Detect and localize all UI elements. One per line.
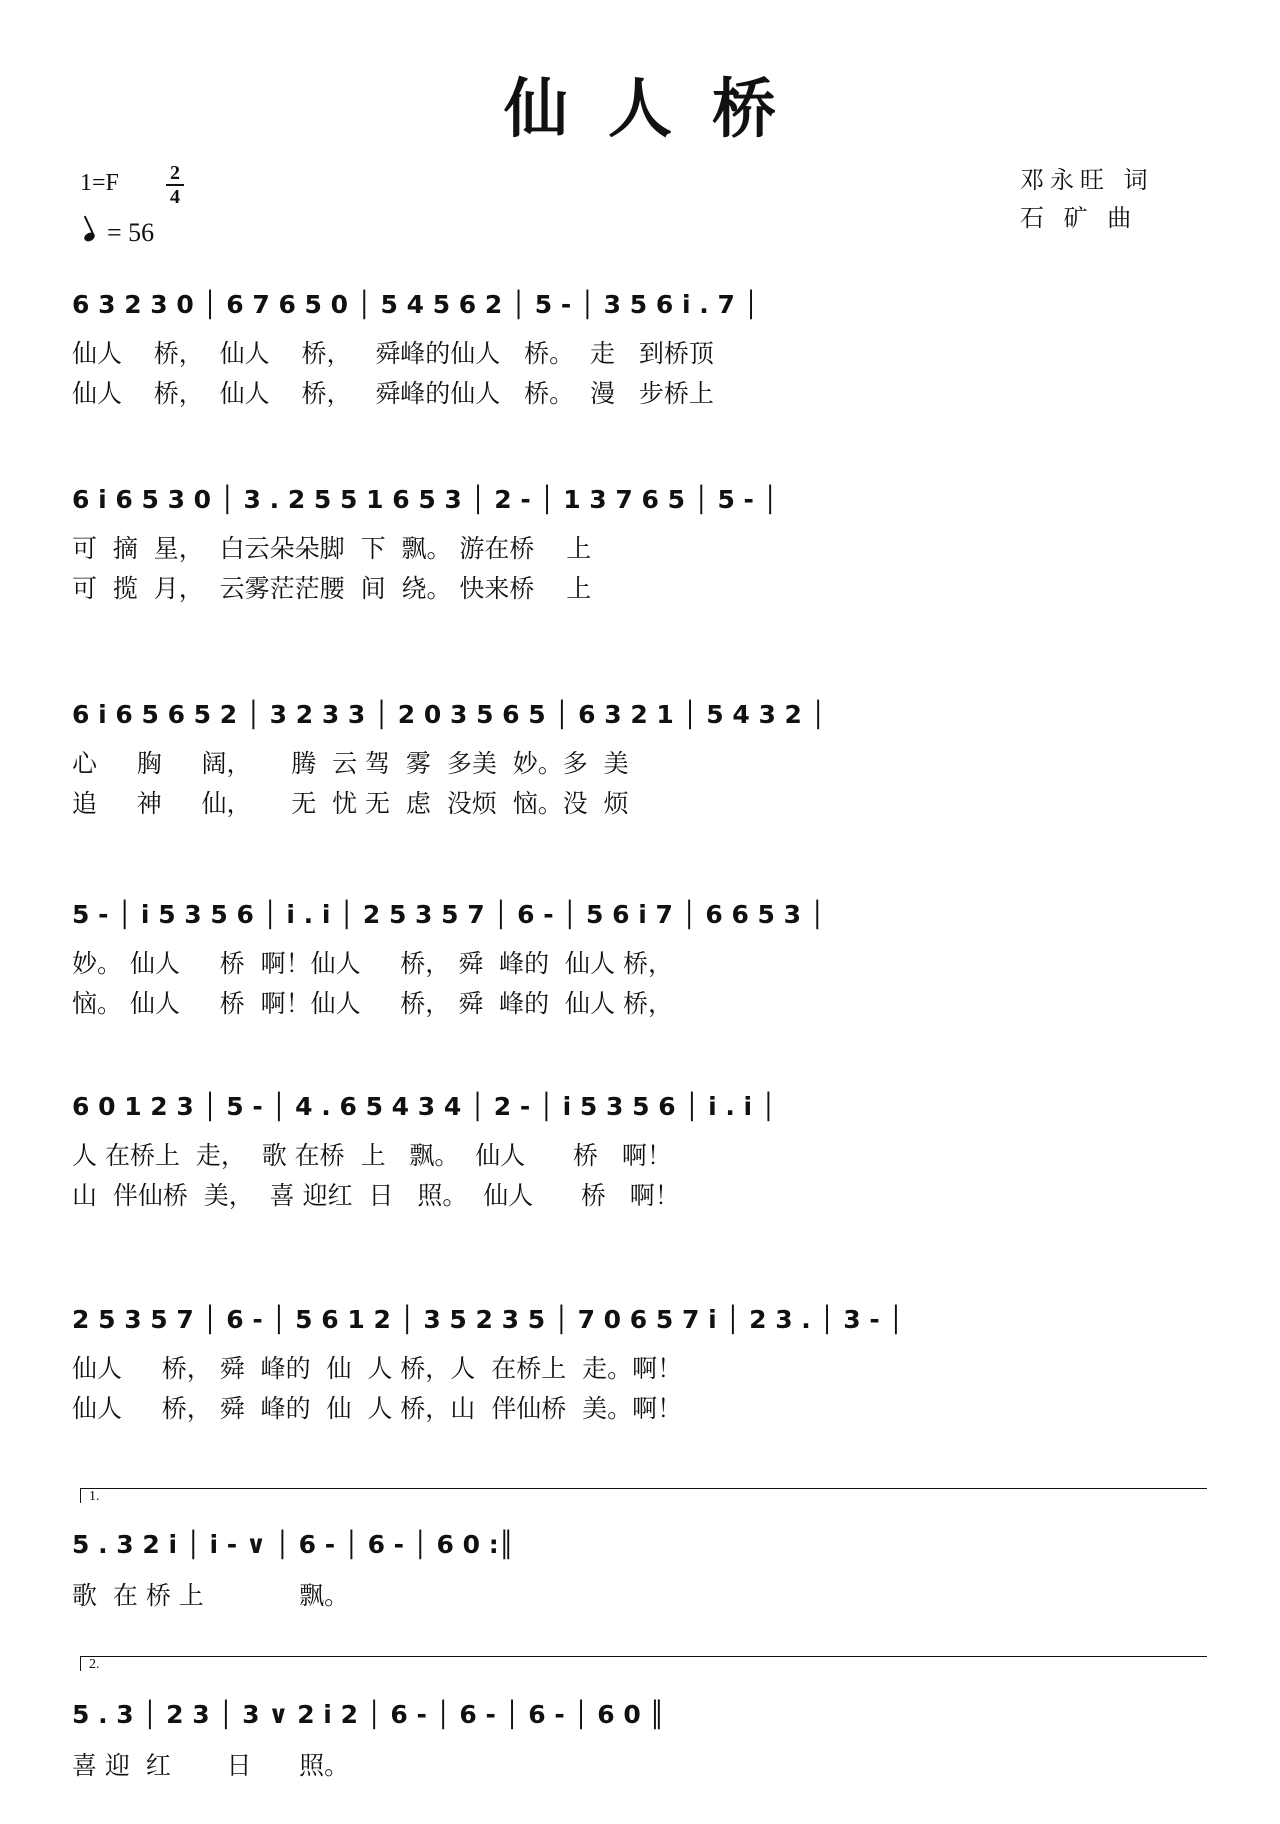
- lyric-verse-1: 妙。 仙人 桥 啊！仙人 桥， 舜 峰的 仙人 桥，: [72, 949, 673, 978]
- lyric-verse-2: 仙人 桥， 仙人 桥， 舜峰的仙人 桥。 漫 步桥上: [72, 379, 714, 408]
- lyricist-credit: 邓永旺 词: [1020, 166, 1154, 194]
- volta-label: 2.: [89, 1657, 100, 1672]
- notation-line: 6 i 6 5 3 0 │ 3 . 2 5 5 1 6 5 3 │ 2 - │ 1 3 7 6 5 │ 5 - │: [72, 485, 778, 514]
- quarter-note-icon: [83, 231, 96, 243]
- notation-line: 5 - │ i 5 3 5 6 │ i . i │ 2 5 3 5 7 │ 6 - │ 5 6 i 7 │ 6 6 5 3 │: [72, 900, 825, 929]
- notation-line: 5 . 3 │ 2 3 │ 3 ∨ 2 i 2 │ 6 - │ 6 - │ 6 - │ 6 0 ║: [72, 1700, 665, 1729]
- lyric-verse-2: 可 揽 月， 云雾茫茫腰 间 绕。 快来桥 上: [72, 574, 592, 603]
- time-signature: [166, 163, 184, 207]
- lyric-verse-1: 心 胸 阔， 腾 云 驾 雾 多美 妙。多 美: [72, 749, 629, 778]
- lyric-verse-1: 喜 迎 红 日 照。: [72, 1751, 350, 1780]
- time-signature-top: 2: [170, 162, 180, 184]
- lyric-verse-2: 恼。 仙人 桥 啊！仙人 桥， 舜 峰的 仙人 桥，: [72, 989, 673, 1018]
- lyric-verse-2: 追 神 仙， 无 忧 无 虑 没烦 恼。没 烦: [72, 789, 629, 818]
- lyric-verse-1: 歌 在 桥 上 飘。: [72, 1581, 350, 1610]
- lyric-verse-2: 山 伴仙桥 美， 喜 迎红 日 照。 仙人 桥 啊！: [72, 1181, 680, 1210]
- score-title: 仙人桥: [504, 73, 816, 147]
- lyric-verse-1: 人 在桥上 走， 歌 在桥 上 飘。 仙人 桥 啊！: [72, 1141, 672, 1170]
- lyric-verse-1: 可 摘 星， 白云朵朵脚 下 飘。 游在桥 上: [72, 534, 592, 563]
- notation-line: 6 i 6 5 6 5 2 │ 3 2 3 3 │ 2 0 3 5 6 5 │ 6 3 2 1 │ 5 4 3 2 │: [72, 700, 826, 729]
- volta-label: 1.: [89, 1489, 100, 1504]
- time-signature-bottom: 4: [170, 186, 180, 208]
- tempo-value: = 56: [107, 218, 155, 247]
- composer-credit: 石 矿 曲: [1020, 204, 1138, 232]
- notation-line: 6 0 1 2 3 │ 5 - │ 4 . 6 5 4 3 4 │ 2 - │ i 5 3 5 6 │ i . i │: [72, 1092, 776, 1121]
- notation-line: 2 5 3 5 7 │ 6 - │ 5 6 1 2 │ 3 5 2 3 5 │ 7 0 6 5 7 i │ 2 3 . │ 3 - │: [72, 1305, 904, 1334]
- key-signature: 1=F: [80, 170, 119, 196]
- volta-bracket-2: [80, 1656, 1207, 1671]
- lyric-verse-2: 仙人 桥， 舜 峰的 仙 人 桥，山 伴仙桥 美。啊！: [72, 1394, 683, 1423]
- volta-bracket-1: [80, 1488, 1207, 1503]
- notation-line: 5 . 3 2 i │ i - ∨ │ 6 - │ 6 - │ 6 0 :║: [72, 1530, 514, 1559]
- lyric-verse-1: 仙人 桥， 舜 峰的 仙 人 桥，人 在桥上 走。啊！: [72, 1354, 683, 1383]
- tempo-marking: [84, 218, 154, 248]
- lyric-verse-1: 仙人 桥， 仙人 桥， 舜峰的仙人 桥。 走 到桥顶: [72, 339, 714, 368]
- notation-line: 6 3 2 3 0 │ 6 7 6 5 0 │ 5 4 5 6 2 │ 5 - │ 3 5 6 i . 7 │: [72, 290, 759, 319]
